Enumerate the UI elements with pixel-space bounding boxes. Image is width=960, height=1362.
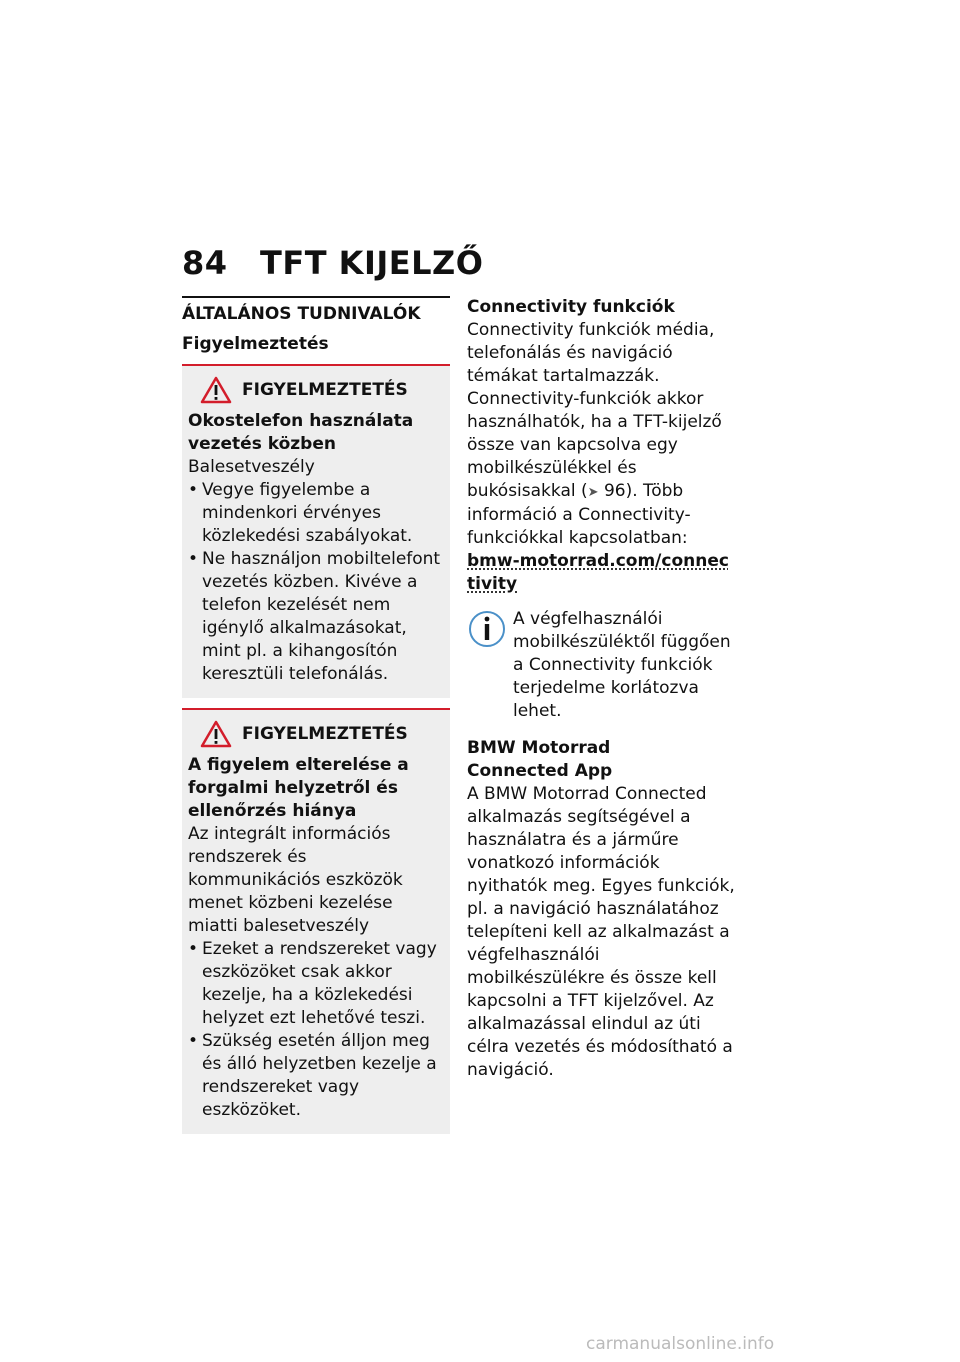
list-item: • Ezeket a rendszereket vagy eszközöket csak akkor kezelje, ha a közlekedési helyzet ezt lehetővé teszi. [188,938,444,1030]
list-item: • Vegye figyelembe a mindenkori érvényes közlekedési szabályokat. [188,479,444,548]
app-text: A BMW Motorrad Connected alkalmazás segítségével a használatra és a járműre vonatkozó információk nyithatók meg. Egyes funkciók, pl. a navigáció használatához telepíteni kell az alkalmazást a végfelhasználói mobilkészülékre és össze kell kapcsolni a TFT kijelzővel. Az alkalmazással elindul az úti célra vezetés és módosítható a navigáció. [467,784,735,1080]
page-header [182,244,483,282]
info-icon [467,608,507,650]
warning-label: FIGYELMEZTETÉS [242,379,408,400]
footer-watermark[interactable]: carmanualsonline.info [586,1334,775,1354]
section-title: ÁLTALÁNOS TUDNIVALÓK [182,304,421,324]
warning-heading: Okostelefon használata vezetés közben [188,411,414,454]
warning-heading: A figyelem elterelése a forgalmi helyzetről és ellenőrzés hiánya [188,755,409,821]
warning-bullet-list [188,938,444,1122]
warning-header [188,376,444,404]
connectivity-link[interactable]: bmw-motorrad.com/connectivity [467,551,729,594]
right-column [467,296,737,1082]
info-note-text: A végfelhasználói mobilkészüléktől függően a Connectivity funkciók terjedelme korlátozva lehet. [513,609,731,721]
connectivity-text-part: Connectivity funkciók média, telefonálás és navigáció témákat tartalmazzák. Connectivity-funkciók akkor használhatók, ha a TFT-kijelző össze van kapcsolva egy mobilkészülékkel és bukósisakkal ( [467,320,722,501]
list-item: • Ne használjon mobiltelefont vezetés közben. Kivéve a telefon kezelését nem igénylő alkalmazásokat, mint pl. a kihangosítón keresztüli telefonálás. [188,548,444,686]
section-rule [182,296,450,298]
connectivity-text-part: ). Több információ a Connectivity-funkciókkal kapcsolatban: [467,481,691,548]
warning-bullet-list [188,479,444,686]
page-number: 84 [182,244,228,282]
info-note [467,608,737,723]
page-ref-arrow-icon: ➤ [587,485,599,500]
page-reference[interactable]: 96 [603,481,626,501]
warning-header [188,720,444,748]
left-column [182,296,450,1134]
connectivity-text [467,319,737,550]
page-title: TFT KIJELZŐ [260,244,484,282]
connectivity-heading: Connectivity funkciók [467,297,675,317]
warning-intro: Balesetveszély [188,457,315,477]
warning-box-1 [182,364,450,698]
app-heading-line2: Connected App [467,761,613,781]
list-item: • Szükség esetén álljon meg és álló helyzetben kezelje a rendszereket vagy eszközöket. [188,1030,444,1122]
warning-intro: Az integrált információs rendszerek és kommunikációs eszközök menet közbeni kezelése miatti balesetveszély [188,824,403,936]
warning-label: FIGYELMEZTETÉS [242,723,408,744]
warning-triangle-icon [200,720,232,748]
app-heading-line1: BMW Motorrad [467,738,611,758]
warning-triangle-icon [200,376,232,404]
warning-box-2 [182,708,450,1134]
subsection-title: Figyelmeztetés [182,334,329,354]
